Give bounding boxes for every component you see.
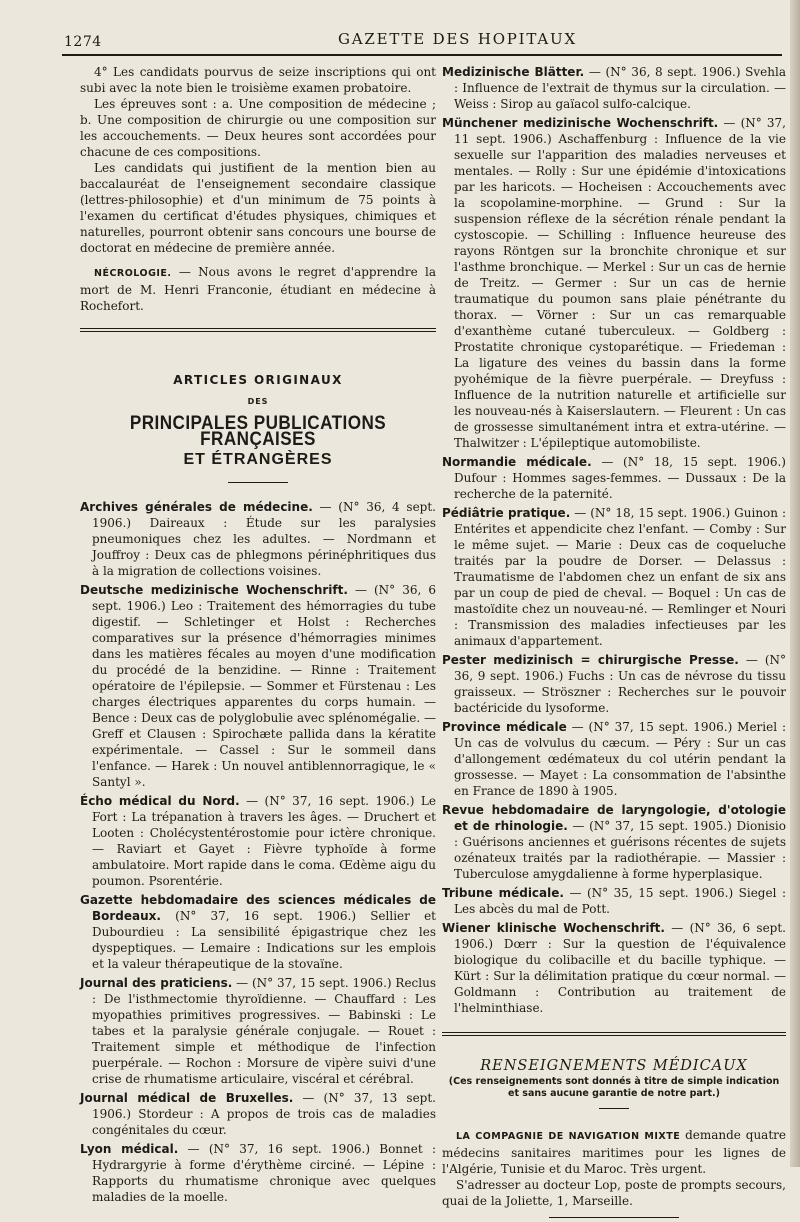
- paragraph-epreuves: Les épreuves sont : a. Une composition de médecine ; b. Une composition de chirurgie ou une composition sur les accouchements. — Deux heures sont accordées pour chacune de ces compositions.: [80, 97, 436, 159]
- necrology-text: — Nous avons le regret d'apprendre la mort de M. Henri Franconie, étudiant en médecine à Rochefort.: [80, 265, 436, 313]
- journal-name: Wiener klinische Wochenschrift.: [442, 921, 665, 935]
- section-heading-line4: ET ÉTRANGÈRES: [183, 451, 333, 468]
- left-entries-list: [80, 499, 436, 1205]
- journal-entry: [80, 793, 436, 889]
- journal-name: Revue hebdomadaire de laryngologie, d'otologie et de rhinologie.: [442, 803, 786, 833]
- journal-entry: [442, 719, 786, 799]
- journal-entry: [442, 115, 786, 451]
- journal-entry: [442, 802, 786, 882]
- section-heading-line2: DES: [247, 397, 269, 406]
- journal-entry: [442, 64, 786, 112]
- journal-name: Lyon médical.: [80, 1142, 179, 1156]
- page-number: 1274: [64, 34, 102, 50]
- journal-references: (N° 37, 16 sept. 1906.) Sellier et Dubourdieu : La sensibilité épigastrique chez les dyspeptiques. — Lemaire : Indications sur les emplois et la valeur thérapeutique de la stovaïne.: [92, 909, 436, 971]
- journal-entry: [80, 975, 436, 1087]
- header-rule: [62, 54, 782, 56]
- journal-entry: [442, 920, 786, 1016]
- renseignements-divider: [442, 1032, 786, 1036]
- journal-entry: [442, 454, 786, 502]
- renseignements-rule: [599, 1108, 629, 1109]
- necrology-label: NÉCROLOGIE.: [94, 268, 172, 279]
- right-entries-list: [442, 64, 786, 1016]
- journal-name: Journal des praticiens.: [80, 976, 233, 990]
- right-column: [442, 64, 786, 1222]
- journal-name: Écho médical du Nord.: [80, 794, 240, 808]
- paragraph-bourse: Les candidats qui justifient de la mention bien au baccalauréat de l'enseignement secondaire classique (lettres-philosophie) et d'un minimum de 75 points à l'examen du certificat d'études physiques, chimiques et naturelles, pourront obtenir sans concours une bourse de doctorat en médecine de première année.: [80, 161, 436, 255]
- journal-references: — (N° 37, 15 sept. 1906.) Reclus : De l'isthmectomie thyroïdienne. — Chauffard : Les myopathies primitives progressives. — Babinski : Le tabes et la paralysie générale conjugale. — Rouet : Traitement simple et méthodique de l'infection puerpérale. — Rochon : Morsure de vipère suivi d'une crise de rhumatisme articulaire, viscéral et cérébral.: [92, 976, 436, 1086]
- journal-references: — (N° 37, 16 sept. 1906.) Bonnet : Hydrargyrie à forme d'érythème circiné. — Lépine : Rapports du rhumatisme chronique avec quelques maladies de la moelle.: [92, 1142, 436, 1204]
- journal-entry: [80, 582, 436, 790]
- journal-name: Pédiâtrie pratique.: [442, 506, 571, 520]
- address-notice: S'adresser au docteur Lop, poste de prompts secours, quai de la Joliette, 1, Marseille.: [442, 1178, 786, 1208]
- journal-references: — (N° 37, 13 sept. 1906.) Stordeur : A propos de trois cas de maladies congénitales du cœur.: [92, 1091, 436, 1137]
- section-heading: [80, 372, 436, 468]
- journal-references: — (N° 35, 15 sept. 1906.) Siegel : Les abcès du mal de Pott.: [454, 886, 786, 916]
- journal-references: — (N° 18, 15 sept. 1906.) Guinon : Entérites et appendicite chez l'enfant. — Comby : Sur le même sujet. — Marie : Deux cas de coqueluche traités par la poudre de Dorser. — Delassus : Traumatisme de l'abdomen chez un enfant de six ans par un coup de pied de cheval. — Boquel : Un cas de mastoïdite chez un nouveau-né. — Remlinger et Nouri : Transmission des maladies infectieuses par les animaux d'appartement.: [454, 506, 787, 648]
- journal-name: Tribune médicale.: [442, 886, 564, 900]
- journal-entry: [80, 892, 436, 972]
- journal-references: — (N° 36, 6 sept. 1906.) Leo : Traitement des hémorragies du tube digestif. — Schletinger et Holst : Recherches comparatives sur la présence d'hémorragies minimes dans les matières fécales au moyen d'une modification du procédé de la benzidine. — Rinne : Traitement opératoire de l'épilepsie. — Sommer et Fürstenau : Les charges électriques apparentes du corps humain. — Bence : Deux cas de polyglobulie avec splénomégalie. — Greff et Clausen : Spirochæte pallida dans la kératite expérimentale. — Cassel : Sur le sommeil dans l'enfance. — Harek : Un nouvel antiblennorragique, le « Santyl ».: [92, 583, 436, 789]
- section-heading-line1: ARTICLES ORIGINAUX: [173, 373, 343, 387]
- journal-references: — (N° 18, 15 sept. 1906.) Dufour : Hommes sages-femmes. — Dussaux : De la recherche de la paternité.: [454, 455, 786, 501]
- section-heading-line3: PRINCIPALES PUBLICATIONS FRANÇAISES: [129, 413, 387, 450]
- journal-entry: [80, 1090, 436, 1138]
- journal-references: — (N° 37, 15 sept. 1905.) Dionisio : Guérisons anciennes et guérisons récentes de sujets ozénateux traités par la radiothérapie. — Massier : Tuberculose amygdalienne à forme hyperplasique.: [454, 819, 786, 881]
- journal-name: Province médicale: [442, 720, 567, 734]
- journal-references: — (N° 36, 9 sept. 1906.) Fuchs : Un cas de névrose du tissu graisseux. — Ströszner : Recherches sur le pouvoir bactéricide du lysoforme.: [454, 653, 786, 715]
- journal-name: Journal médical de Bruxelles.: [80, 1091, 294, 1105]
- journal-name: Pester medizinisch = chirurgische Presse.: [442, 653, 739, 667]
- paragraph-candidates: 4° Les candidats pourvus de seize inscriptions qui ont subi avec la note bien le troisième examen probatoire.: [80, 65, 436, 95]
- journal-references: — (N° 36, 4 sept. 1906.) Daireaux : Étude sur les paralysies pneumoniques chez les adultes. — Nordmann et Jouffroy : Deux cas de phlegmons périnéphritiques dus à la migration de collections voisines.: [92, 500, 436, 578]
- journal-entry: [442, 885, 786, 917]
- navigation-notice: [442, 1127, 786, 1177]
- journal-references: — (N° 36, 6 sept. 1906.) Dœrr : Sur la question de l'équivalence biologique du colibacille et du bacille typhique. — Kürt : Sur la délimitation pratique du cœur normal. — Goldmann : Contribution au traitement de l'helminthiase.: [454, 921, 786, 1015]
- journal-name: Medizinische Blätter.: [442, 65, 585, 79]
- journal-name: Münchener medizinische Wochenschrift.: [442, 116, 719, 130]
- journal-name: Deutsche medizinische Wochenschrift.: [80, 583, 348, 597]
- section-divider: [80, 328, 436, 332]
- renseignements-note: (Ces renseignements sont donnés à titre de simple indication et sans aucune garantie de notre part.): [448, 1076, 780, 1099]
- journal-entry: [80, 499, 436, 579]
- journal-entry: [442, 652, 786, 716]
- journal-name: Archives générales de médecine.: [80, 500, 313, 514]
- navigation-company-label: LA COMPAGNIE DE NAVIGATION MIXTE: [456, 1131, 681, 1142]
- page-edge: [790, 0, 800, 1167]
- end-ornament: [549, 1217, 679, 1222]
- journal-references: — (N° 37, 16 sept. 1906.) Le Fort : La trépanation à travers les âges. — Druchert et Looten : Cholécystentérostomie pour ictère chronique. — Raviart et Gayet : Fièvre typhoïde à forme ambulatoire. Mort rapide dans le coma. Œdème aigu du poumon. Psorentérie.: [92, 794, 436, 888]
- left-column: [80, 64, 436, 1208]
- journal-references: — (N° 37, 11 sept. 1906.) Aschaffenburg : Influence de la vie sexuelle sur l'apparition des maladies nerveuses et mentales. — Rolly : Sur une épidémie d'intoxications par les haricots. — Hocheisen : Accouchements avec la scopolamine-morphine. — Grund : Sur la suspension réflexe de la sécrétion rénale pendant la cystoscopie. — Schilling : Influence heureuse des rayons Röntgen sur la bronchite chronique et sur l'asthme bronchique. — Merkel : Sur un cas de hernie de Treitz. — Germer : Sur un cas de hernie traumatique du poumon sans plaie pénétrante du thorax. — Vörner : Sur un cas remarquable d'exanthème cutané tuberculeux. — Goldberg : Prostatite chronique cystoparétique. — Friedeman : La ligature des veines du bassin dans la forme pyohémique de la fièvre puerpérale. — Dreyfuss : Influence de la nutrition naturelle et artificielle sur les nouveau-nés à Kaiserslautern. — Fleurent : Un cas de grossesse simultanément intra et extra-utérine. — Thalwitzer : L'épileptique automobiliste.: [454, 116, 786, 450]
- renseignements-title: RENSEIGNEMENTS MÉDICAUX: [480, 1058, 748, 1074]
- short-divider: [228, 482, 288, 483]
- journal-entry: [80, 1141, 436, 1205]
- page-header-title: GAZETTE DES HOPITAUX: [338, 30, 577, 48]
- journal-entry: [442, 505, 786, 649]
- journal-name: Gazette hebdomadaire des sciences médicales de Bordeaux.: [80, 893, 436, 923]
- journal-references: — (N° 36, 8 sept. 1906.) Svehla : Influence de l'extrait de thymus sur la circulation. — Weiss : Sirop au gaïacol sulfo-calcique.: [454, 65, 786, 111]
- journal-references: — (N° 37, 15 sept. 1906.) Meriel : Un cas de volvulus du cæcum. — Péry : Sur un cas d'allongement œdémateux du col utérin pendant la grossesse. — Mayet : La consommation de l'absinthe en France de 1890 à 1905.: [454, 720, 786, 798]
- navigation-notice-text: demande quatre médecins sanitaires maritimes pour les lignes de l'Algérie, Tunisie et du Maroc. Très urgent.: [442, 1128, 786, 1176]
- necrology-notice: [80, 264, 436, 314]
- journal-name: Normandie médicale.: [442, 455, 592, 469]
